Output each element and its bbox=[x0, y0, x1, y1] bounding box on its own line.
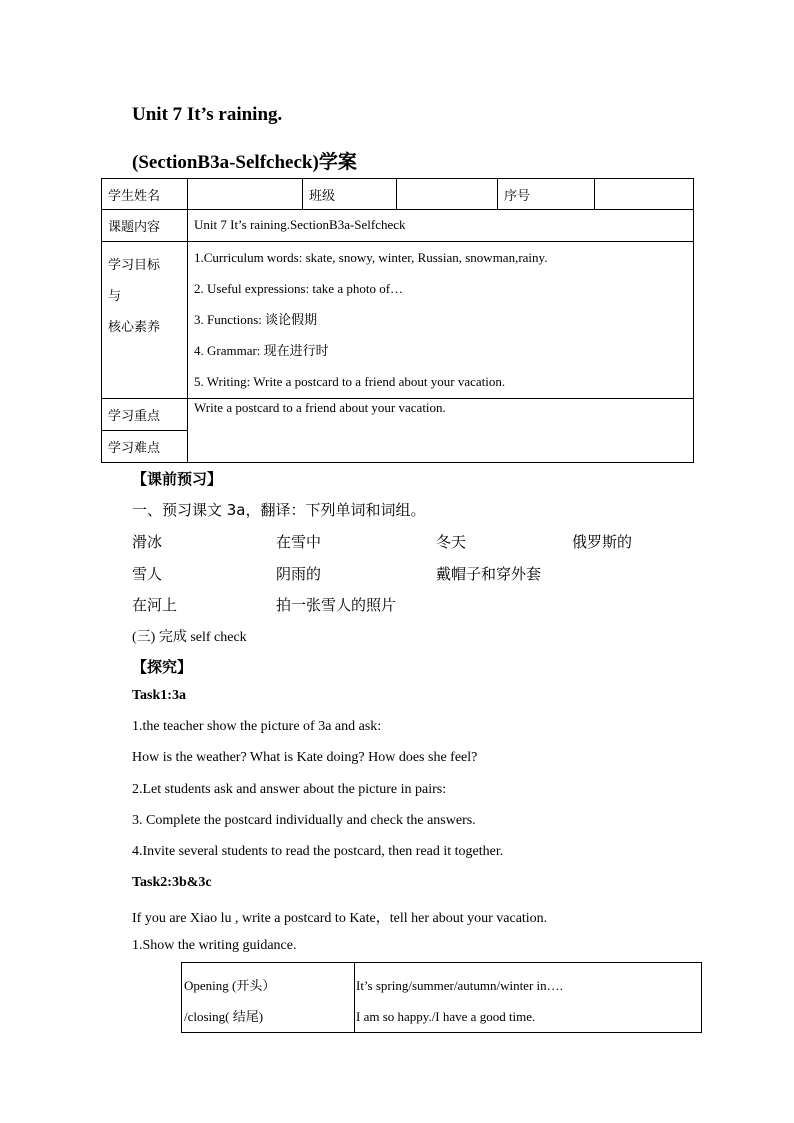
title-section: (SectionB3a-Selfcheck) bbox=[132, 152, 319, 173]
task2-line: 1.Show the writing guidance. bbox=[132, 938, 297, 953]
task2-line: If you are Xiao lu , write a postcard to Kate，tell her about your vacation. bbox=[132, 911, 548, 926]
goal-item: 4. Grammar: 现在进行时 bbox=[194, 343, 329, 358]
task1-heading: Task1:3a bbox=[132, 688, 186, 703]
guide-table bbox=[181, 962, 702, 1033]
vocab-item: 冬天 bbox=[436, 533, 467, 551]
task2-heading: Task2:3b&3c bbox=[132, 875, 212, 890]
topic-value: Unit 7 It’s raining.SectionB3a-Selfcheck bbox=[194, 217, 406, 232]
vocab-item: 戴帽子和穿外套 bbox=[436, 565, 542, 583]
task1-line: 4.Invite several students to read the postcard, then read it together. bbox=[132, 844, 504, 859]
vocab-item: 在河上 bbox=[132, 596, 178, 614]
task1-line: How is the weather? What is Kate doing? How does she feel? bbox=[132, 750, 478, 765]
goal-item: 5. Writing: Write a postcard to a friend about your vacation. bbox=[194, 374, 506, 389]
guide-closing-example: I am so happy./I have a good time. bbox=[356, 1009, 536, 1024]
goal-item: 2. Useful expressions: take a photo of… bbox=[194, 281, 404, 296]
selfcheck-line: (三) 完成 self check bbox=[132, 630, 247, 645]
task1-line: 2.Let students ask and answer about the picture in pairs: bbox=[132, 782, 447, 797]
goals-label-3: 核心素养 bbox=[108, 320, 161, 335]
vocab-item: 阴雨的 bbox=[276, 565, 322, 583]
vocab-item: 雪人 bbox=[132, 565, 163, 583]
preview-heading: 【课前预习】 bbox=[132, 470, 223, 488]
explore-heading: 【探究】 bbox=[132, 658, 193, 676]
title-suffix: 学案 bbox=[318, 151, 357, 173]
task1-line: 1.the teacher show the picture of 3a and ask: bbox=[132, 719, 382, 734]
goal-item: 3. Functions: 谈论假期 bbox=[194, 312, 318, 327]
key-points-label: 学习重点 bbox=[108, 409, 161, 424]
seat-label: 序号 bbox=[504, 189, 531, 204]
preview-task: 一、预习课文 3a，翻译：下列单词和词组。 bbox=[132, 501, 426, 519]
vocab-item: 俄罗斯的 bbox=[572, 533, 633, 551]
vocab-item: 拍一张雪人的照片 bbox=[276, 596, 397, 614]
info-table bbox=[101, 178, 694, 463]
key-points-value: Write a postcard to a friend about your vacation. bbox=[194, 400, 446, 415]
goals-label-2: 与 bbox=[108, 289, 122, 304]
difficulties-label: 学习难点 bbox=[108, 441, 161, 456]
goal-item: 1.Curriculum words: skate, snowy, winter, Russian, snowman,rainy. bbox=[194, 250, 548, 265]
goals-label-1: 学习目标 bbox=[108, 258, 161, 273]
vocab-item: 在雪中 bbox=[276, 533, 322, 551]
vocab-item: 滑冰 bbox=[132, 533, 163, 551]
topic-label: 课题内容 bbox=[108, 220, 161, 235]
title-line-2 bbox=[132, 147, 357, 174]
class-label: 班级 bbox=[309, 189, 336, 204]
goals-label bbox=[102, 242, 187, 343]
seat-value bbox=[595, 179, 694, 210]
student-name-label: 学生姓名 bbox=[108, 189, 161, 204]
title-line-1: Unit 7 It’s raining. bbox=[132, 104, 283, 125]
task1-line: 3. Complete the postcard individually and check the answers. bbox=[132, 813, 476, 828]
guide-opening-example: It’s spring/summer/autumn/winter in…. bbox=[356, 978, 563, 993]
student-name-value bbox=[188, 179, 303, 210]
guide-opening: Opening (开头） bbox=[184, 978, 276, 993]
guide-closing: /closing( 结尾) bbox=[184, 1009, 264, 1024]
class-value bbox=[397, 179, 498, 210]
